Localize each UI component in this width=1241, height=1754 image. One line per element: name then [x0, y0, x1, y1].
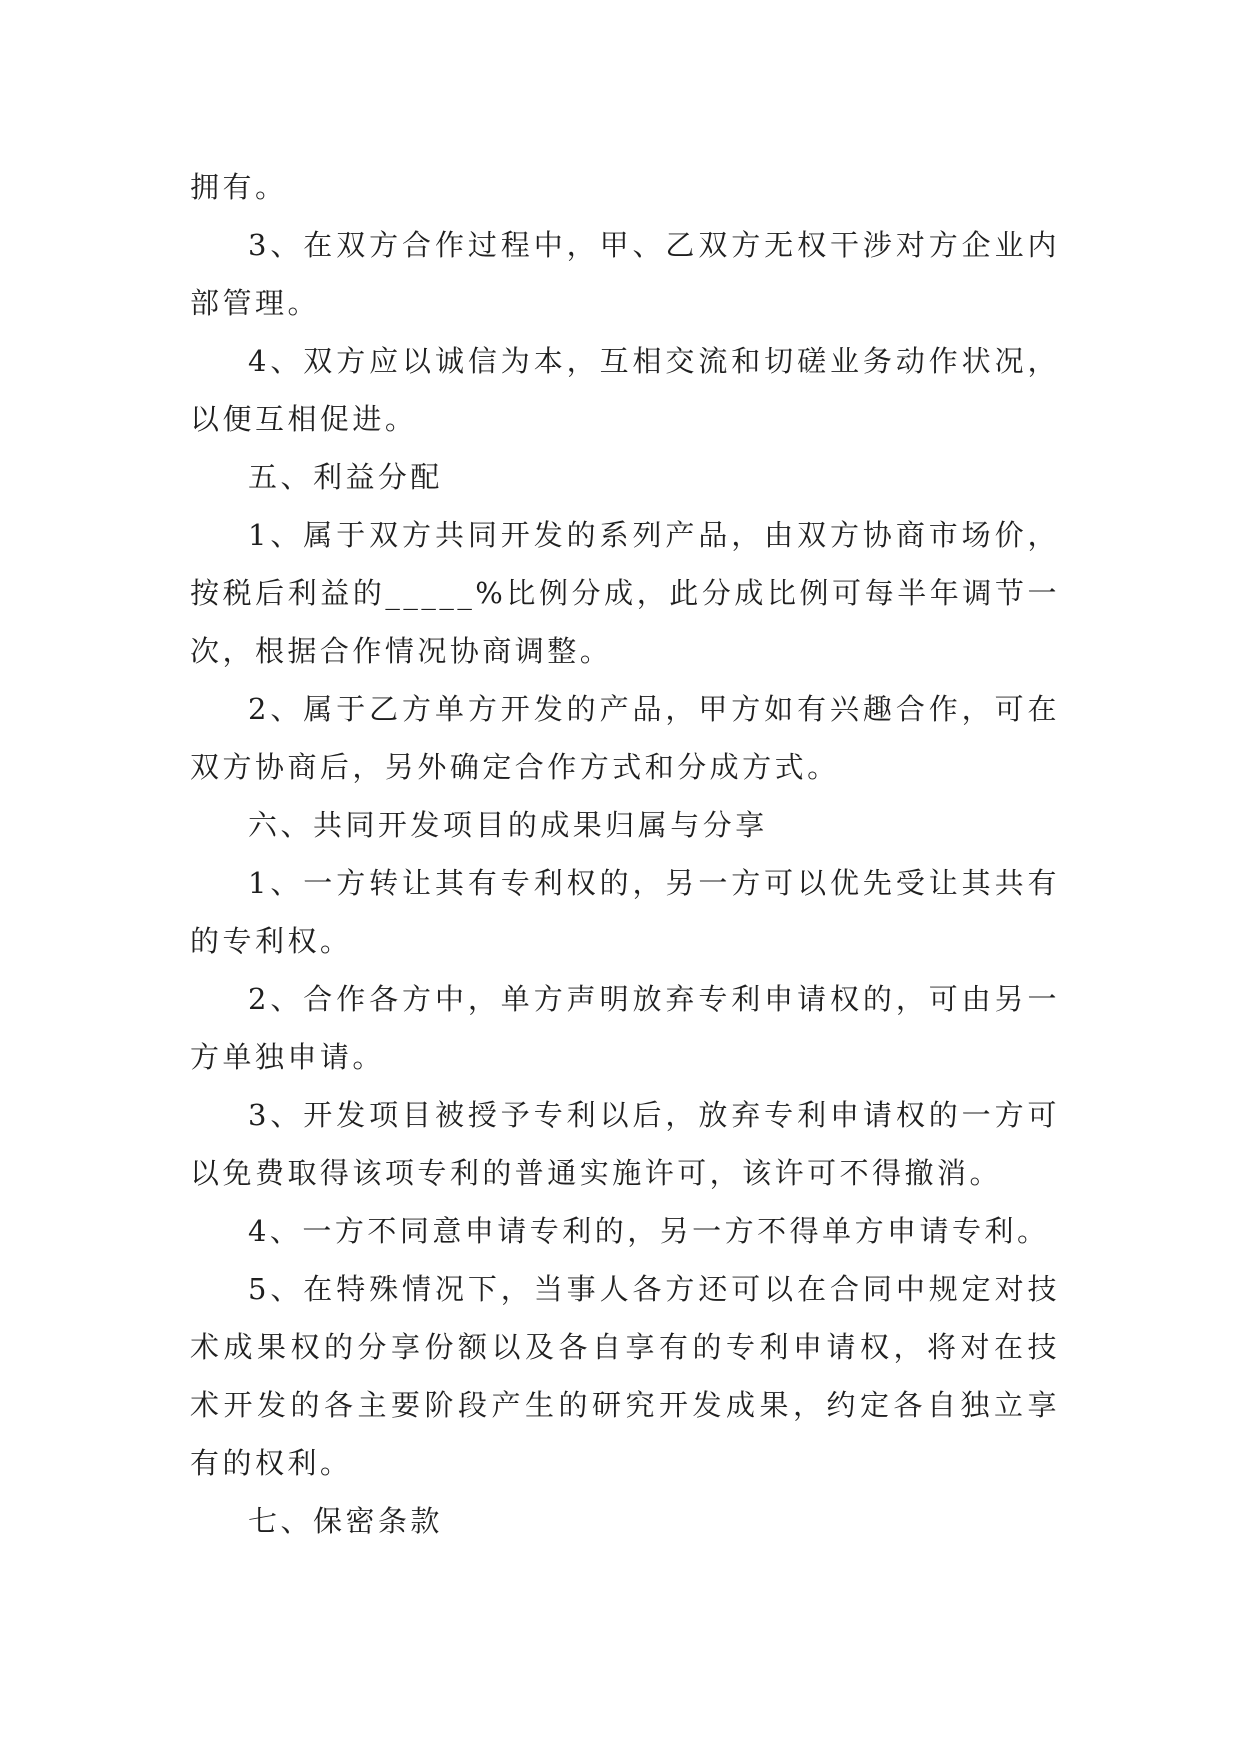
clause-6-1: 1、一方转让其有专利权的，另一方可以优先受让其共有的专利权。 — [190, 866, 1060, 958]
clause-5-1: 1、属于双方共同开发的系列产品，由双方协商市场价，按税后利益的_____%比例分成，此分成比例可每半年调节一次，根据合作情况协商调整。 — [190, 518, 1060, 668]
clause-6-2: 2、合作各方中，单方声明放弃专利申请权的，可由另一方单独申请。 — [190, 982, 1060, 1074]
section-heading-results-ownership: 六、共同开发项目的成果归属与分享 — [248, 808, 768, 842]
clause-6-5: 5、在特殊情况下，当事人各方还可以在合同中规定对技术成果权的分享份额以及各自享有的专利申请权，将对在技术开发的各主要阶段产生的研究开发成果，约定各自独立享有的权利。 — [190, 1272, 1060, 1480]
clause-6-3: 3、开发项目被授予专利以后，放弃专利申请权的一方可以免费取得该项专利的普通实施许可，该许可不得撤消。 — [190, 1098, 1060, 1190]
document-body — [190, 158, 1060, 1550]
clause-5-2: 2、属于乙方单方开发的产品，甲方如有兴趣合作，可在双方协商后，另外确定合作方式和分成方式。 — [190, 692, 1060, 784]
paragraph-continuation: 拥有。 — [190, 170, 288, 204]
clause-4-4: 4、双方应以诚信为本，互相交流和切磋业务动作状况，以便互相促进。 — [190, 344, 1060, 436]
clause-4-3: 3、在双方合作过程中，甲、乙双方无权干涉对方企业内部管理。 — [190, 228, 1060, 320]
section-heading-confidentiality: 七、保密条款 — [248, 1504, 443, 1538]
clause-6-4: 4、一方不同意申请专利的，另一方不得单方申请专利。 — [248, 1214, 1050, 1248]
section-heading-profit-distribution: 五、利益分配 — [248, 460, 443, 494]
